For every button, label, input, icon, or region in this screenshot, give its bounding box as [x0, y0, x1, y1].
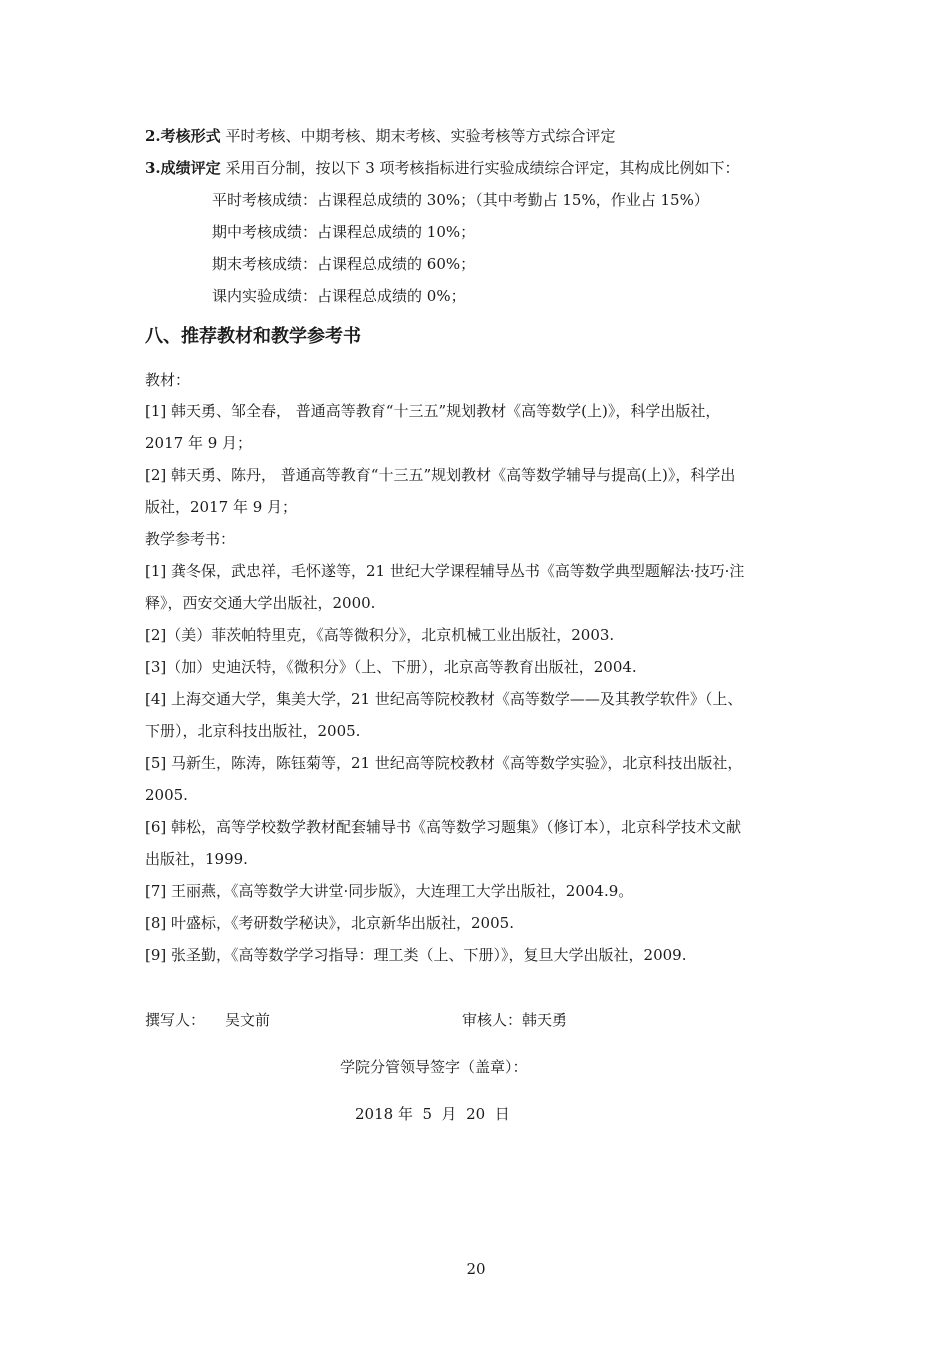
grading-component-3: 课内实验成绩：占课程总成绩的 0%； — [212, 287, 466, 305]
grading-component-1: 期中考核成绩：占课程总成绩的 10%； — [212, 223, 476, 241]
reference-line: [2]（美）菲茨帕特里克，《高等微积分》，北京机械工业出版社，2003. — [145, 626, 615, 644]
textbook-line: 版社，2017 年 9 月； — [145, 498, 298, 516]
reference-line: [5] 马新生，陈涛，陈钰菊等，21 世纪高等院校教材《高等数学实验》，北京科技出版社， — [145, 754, 743, 772]
assessment-form-label: 2.考核形式 — [145, 127, 221, 145]
reference-line: [7] 王丽燕，《高等数学大讲堂·同步版》，大连理工大学出版社，2004.9。 — [145, 882, 634, 900]
reference-line: 2005. — [145, 786, 188, 804]
author-line — [145, 1010, 270, 1030]
textbook-line: 2017 年 9 月； — [145, 434, 253, 452]
reviewer-line — [462, 1010, 567, 1030]
reference-line: [9] 张圣勤，《高等数学学习指导：理工类（上、下册）》，复旦大学出版社，2009. — [145, 946, 687, 964]
references-label: 教学参考书： — [145, 530, 236, 548]
reference-line: [4] 上海交通大学，集美大学，21 世纪高等院校教材《高等数学——及其教学软件》（上、 — [145, 690, 743, 708]
textbooks-label: 教材： — [145, 371, 191, 389]
assessment-form-text: 平时考核、中期考核、期末考核、实验考核等方式综合评定 — [220, 127, 616, 145]
author-name: 吴文前 — [225, 1011, 271, 1029]
grading-component-2: 期末考核成绩：占课程总成绩的 60%； — [212, 255, 476, 273]
reference-line: [8] 叶盛标，《考研数学秘诀》，北京新华出版社，2005. — [145, 914, 514, 932]
reference-line: 出版社，1999. — [145, 850, 248, 868]
textbook-line: [2] 韩天勇、陈丹， 普通高等教育“十三五”规划教材《高等数学辅导与提高(上)》，科学出 — [145, 466, 736, 484]
leader-signature-label: 学院分管领导签字（盖章）： — [340, 1058, 528, 1076]
page-number: 20 — [466, 1260, 486, 1278]
grading-label: 3.成绩评定 — [145, 159, 221, 177]
section-heading: 八、推荐教材和教学参考书 — [145, 326, 361, 347]
reference-line: [3]（加）史迪沃特，《微积分》（上、下册），北京高等教育出版社，2004. — [145, 658, 637, 676]
grading-text: 采用百分制，按以下 3 项考核指标进行实验成绩综合评定，其构成比例如下： — [220, 159, 740, 177]
reference-line: 释》，西安交通大学出版社，2000. — [145, 594, 376, 612]
reference-line: [1] 龚冬保，武忠祥，毛怀遂等，21 世纪大学课程辅导丛书《高等数学典型题解法·技巧·注 — [145, 562, 745, 580]
reference-line: [6] 韩松，高等学校数学教材配套辅导书《高等数学习题集》（修订本），北京科学技术文献 — [145, 818, 742, 836]
grading-component-0: 平时考核成绩：占课程总成绩的 30%；（其中考勤占 15%，作业占 15%） — [212, 191, 709, 209]
assessment-form-line — [145, 126, 615, 146]
textbook-line: [1] 韩天勇、邹全春， 普通高等教育“十三五”规划教材《高等数学(上)》，科学出版社， — [145, 402, 721, 420]
reviewer-label: 审核人： — [462, 1011, 523, 1029]
author-label: 撰写人： — [145, 1011, 206, 1029]
grading-line — [145, 158, 740, 178]
reference-line: 下册），北京科技出版社，2005. — [145, 722, 361, 740]
reviewer-name: 韩天勇 — [522, 1011, 568, 1029]
signature-date: 2018 年 5 月 20 日 — [355, 1105, 510, 1123]
